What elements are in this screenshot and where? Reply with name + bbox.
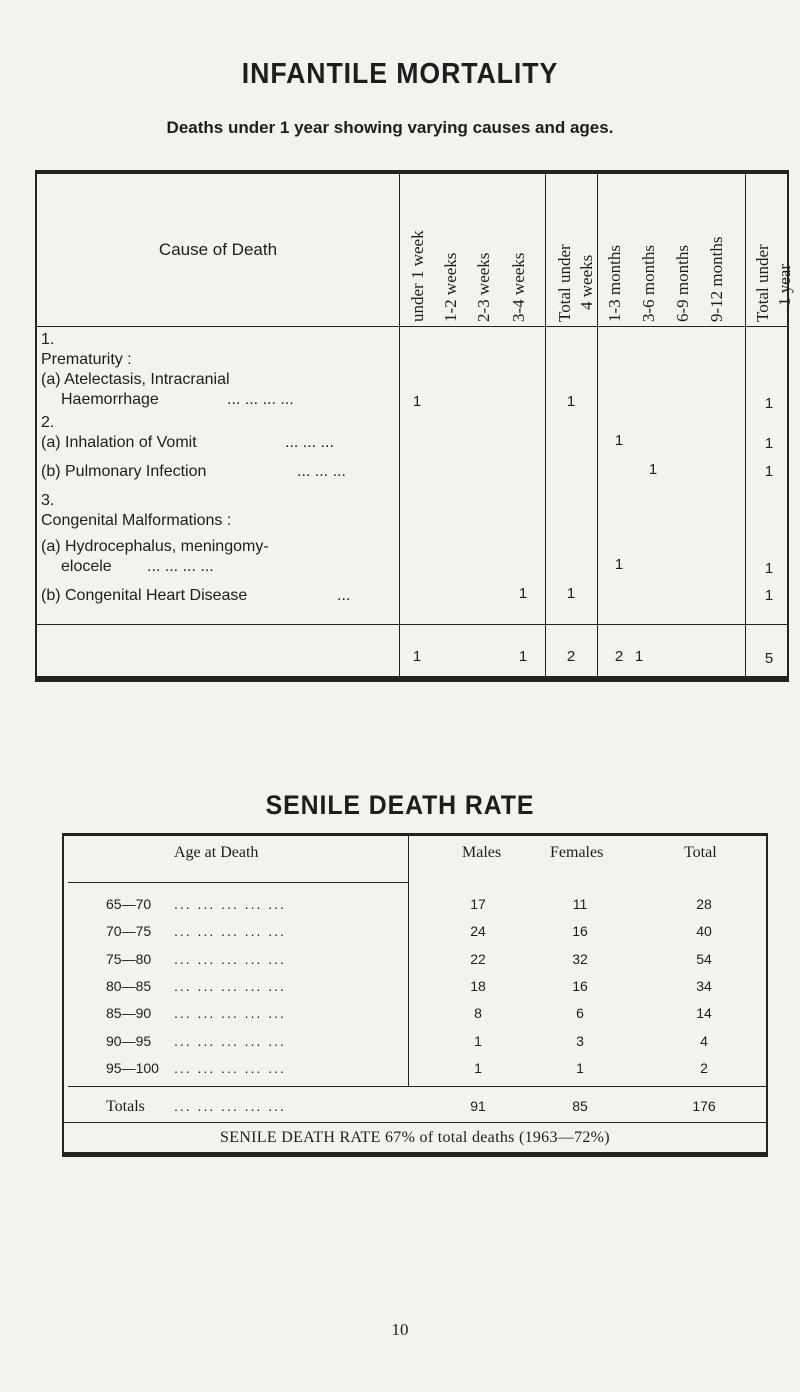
column-divider [597,174,598,676]
total-value: 1 [634,648,644,665]
page-subtitle: Deaths under 1 year showing varying causes and ages. [166,118,614,137]
leader-dots: ... ... ... ... ... [174,1032,286,1049]
infant-mortality-table [35,170,794,682]
total-value: 54 [696,950,712,967]
total-value: 2 [700,1059,708,1076]
senile-extra-rows [62,833,768,1124]
cell-value: 1 [614,432,624,449]
section-2-number: 2. [41,414,55,431]
total-value: 5 [764,650,774,667]
col-header-2-3-weeks: 2-3 weeks [474,252,493,322]
section-3-title: Congenital Malformations : [41,512,232,529]
cell-value: 1 [412,393,422,410]
total-value: 2 [566,648,576,665]
cell-value: 1 [566,393,576,410]
col-header-total-under-1-year: Total under 1 year [753,244,794,322]
row-elocele: elocele [61,558,112,575]
col-header-1-3-months: 1-3 months [605,245,624,322]
total-value: 28 [696,896,712,912]
leader-dots: ... [337,587,351,604]
senile-death-rate-title: SENILE DEATH RATE [265,790,535,820]
cell-value: 1 [518,585,528,602]
row-hydrocephalus: (a) Hydrocephalus, meningomy- [41,538,269,555]
males-value: 22 [470,950,486,967]
age-at-death-header: Age at Death [174,844,259,861]
leader-dots: ... ... ... ... ... [174,977,286,994]
cell-value: 1 [764,435,774,452]
age-range: 95—100 [106,1059,159,1076]
totals-divider [37,624,787,625]
row-inhalation-of-vomit: (a) Inhalation of Vomit [41,434,197,451]
leader-dots: ... ... ... [297,463,346,480]
col-header-9-12-months: 9-12 months [707,236,726,322]
age-range: 65—70 [106,896,152,912]
males-header: Males [462,844,502,861]
females-value: 16 [572,977,588,994]
cell-value: 1 [764,587,774,604]
females-value: 32 [572,950,588,967]
age-range: 70—75 [106,923,152,940]
totals-label: Totals [106,1098,145,1115]
total-header: Total [684,844,717,861]
females-header: Females [550,844,604,861]
senile-death-rate-footer: SENILE DEATH RATE 67% of total deaths (1963—72%) [220,1129,610,1146]
row-atelectasis: (a) Atelectasis, Intracranial [41,371,230,388]
leader-dots: ... ... ... ... ... [174,1005,286,1022]
row-haemorrhage: Haemorrhage [61,391,159,408]
cell-value: 1 [764,463,774,480]
row-congenital-heart-disease: (b) Congenital Heart Disease [41,587,248,604]
males-value: 1 [474,1032,482,1049]
males-value: 18 [470,977,486,994]
leader-dots: ... ... ... ... ... [174,1059,286,1076]
leader-dots: ... ... ... ... ... [174,896,286,912]
total-value: 34 [696,977,712,994]
females-value: 11 [572,896,588,912]
females-value: 6 [576,1005,584,1022]
females-total: 85 [572,1098,588,1114]
leader-dots: ... ... ... ... [227,391,294,408]
section-3-number: 3. [41,492,55,509]
cell-value: 1 [566,585,576,602]
age-range: 75—80 [106,950,152,967]
males-total: 91 [470,1098,486,1114]
females-value: 1 [576,1059,584,1076]
leader-dots: ... ... ... ... ... [174,1098,286,1114]
column-divider [399,174,400,676]
total-value: 1 [518,648,528,665]
cell-value: 1 [614,556,624,573]
col-header-1-2-weeks: 1-2 weeks [441,252,460,322]
row-pulmonary-infection: (b) Pulmonary Infection [41,463,207,480]
section-1-title: Prematurity : [41,351,132,368]
col-header-6-9-months: 6-9 months [673,245,692,322]
column-divider [545,174,546,676]
leader-dots: ... ... ... ... ... [174,923,286,940]
col-header-3-6-months: 3-6 months [639,245,658,322]
leader-dots: ... ... ... [285,434,334,451]
total-value: 1 [412,648,422,665]
leader-dots: ... ... ... ... [147,558,214,575]
col-header-3-4-weeks: 3-4 weeks [509,252,528,322]
cell-value: 1 [764,395,774,412]
age-range: 90—95 [106,1032,152,1049]
page-number: 10 [391,1320,409,1339]
leader-dots: ... ... ... ... ... [174,950,286,967]
total-value: 2 [614,648,624,665]
cell-value: 1 [648,461,658,478]
females-value: 3 [576,1032,584,1049]
page-title: INFANTILE MORTALITY [241,58,559,90]
col-header-total-under-4-weeks: Total under 4 weeks [555,244,596,322]
cell-value: 1 [764,560,774,577]
cause-of-death-header: Cause of Death [158,240,278,259]
age-range: 85—90 [106,1005,152,1022]
column-divider [745,174,746,676]
males-value: 8 [474,1005,482,1022]
total-value: 4 [700,1032,708,1049]
col-header-under-1-week: under 1 week [408,230,427,322]
males-value: 17 [470,896,486,912]
age-range: 80—85 [106,977,152,994]
females-value: 16 [572,923,588,940]
grand-total: 176 [692,1098,716,1114]
males-value: 1 [474,1059,482,1076]
section-1-number: 1. [41,331,55,348]
total-value: 14 [696,1005,712,1022]
total-value: 40 [696,923,712,940]
males-value: 24 [470,923,486,940]
